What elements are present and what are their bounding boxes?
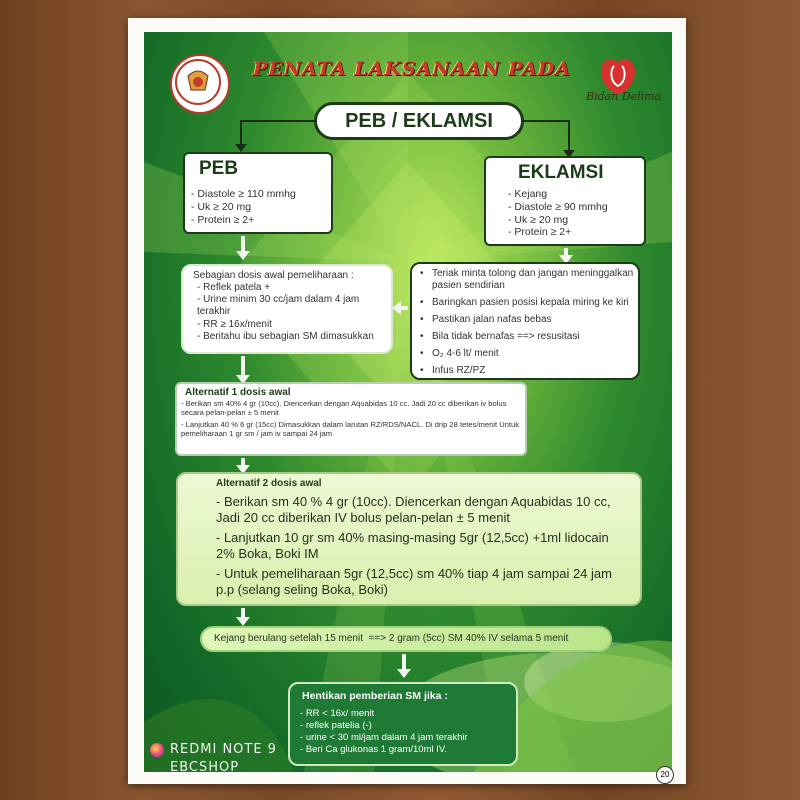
list-item: - Untuk pemeliharaan 5gr (12,5cc) sm 40% tiap 4 jam sampai 24 jam p.p (selang seling Boka, Boki): [216, 566, 626, 599]
list-item: • Bila tidak bernafas ==> resusitasi: [420, 331, 636, 343]
list-item: • Pastikan jalan nafas bebas: [420, 314, 636, 326]
alternative-2-box: [176, 472, 642, 606]
peb-heading: PEB: [199, 158, 239, 179]
peb-box: [183, 152, 333, 234]
list-item: - Reflek patela +: [197, 282, 387, 294]
connector-line: [240, 121, 242, 145]
alternative-1-heading: Alternatif 1 dosis awal: [185, 387, 291, 398]
repeat-seizure-text: Kejang berulang setelah 15 menit ==> 2 gram (5cc) SM 40% IV selama 5 menit: [214, 633, 569, 644]
list-item: - reflek patelia (-): [300, 720, 514, 732]
camera-ai-icon: [150, 743, 164, 757]
repeat-seizure-banner: [200, 626, 612, 652]
watermark-device: REDMI NOTE 9: [170, 742, 277, 757]
connector-line: [241, 236, 245, 252]
list-item: - Urine minim 30 cc/jam dalam 4 jam terakhir: [197, 294, 387, 318]
list-item: - Berikan sm 40% 4 gr (10cc). Diencerkan dengan Aquabidas 10 cc. Jadi 20 cc diberikan iv bolus secara pelan-pelan ± 5 menit: [181, 399, 521, 418]
list-item: • Baringkan pasien posisi kepala miring ke kiri: [420, 297, 636, 309]
stop-criteria-heading: Hentikan pemberian SM jika :: [302, 690, 448, 702]
eklamsi-box: [484, 156, 646, 246]
connector-line: [241, 356, 245, 376]
list-item: - Berikan sm 40 % 4 gr (10cc). Diencerkan dengan Aquabidas 10 cc, Jadi 20 cc diberikan IV bolus pelan-pelan ± 5 menit: [216, 494, 626, 527]
arrow-down-icon: [397, 669, 411, 678]
list-item: - Uk ≥ 20 mg: [191, 201, 296, 214]
emergency-steps-list: [420, 268, 636, 377]
connector-line: [402, 654, 406, 670]
list-item: - Kejang: [508, 188, 608, 201]
list-item: • Teriak minta tolong dan jangan meninggalkan pasien sendirian: [420, 268, 636, 292]
maintenance-list: [197, 282, 387, 343]
list-item: - Protein ≥ 2+: [508, 226, 608, 239]
connector-line: [522, 120, 570, 122]
arrow-down-icon: [236, 617, 250, 626]
eklamsi-heading: EKLAMSI: [518, 162, 604, 183]
list-item: • Infus RZ/PZ: [420, 365, 636, 377]
list-item: - Beri Ca glukonas 1 gram/10ml IV.: [300, 744, 514, 756]
peb-criteria-list: [191, 188, 296, 227]
list-item: • O₂ 4-6 lt/ menit: [420, 348, 636, 360]
brand-name: Bidan Delima: [586, 90, 662, 103]
list-item: - Protein ≥ 2+: [191, 214, 296, 227]
list-item: - Diastole ≥ 90 mmhg: [508, 201, 608, 214]
poster-title: PENATA LAKSANAAN PADA: [252, 58, 572, 80]
alternative-2-list: [216, 494, 626, 598]
connector-line: [240, 120, 316, 122]
page-number: 20: [656, 766, 674, 784]
connector-line: [568, 121, 570, 151]
eklamsi-criteria-list: [508, 188, 608, 239]
midwife-association-logo: [170, 54, 230, 114]
arrow-down-icon: [236, 251, 250, 260]
watermark-shop: EBCSHOP: [170, 760, 240, 775]
alternative-2-heading: Alternatif 2 dosis awal: [216, 478, 322, 489]
subtitle-pill: PEB / EKLAMSI: [314, 102, 524, 140]
list-item: - RR < 16x/ menit: [300, 708, 514, 720]
list-item: - Lanjutkan 10 gr sm 40% masing-masing 5gr (12,5cc) +1ml lidocain 2% Boka, Boki IM: [216, 530, 626, 563]
alternative-1-box: [175, 382, 527, 456]
maintenance-intro: Sebagian dosis awal pemeliharaan :: [193, 270, 354, 281]
list-item: - RR ≥ 16x/menit: [197, 319, 387, 331]
list-item: - Lanjutkan 40 % 6 gr (15cc) Dimasukkan dalam larutan RZ/RDS/NACL. Di drip 28 tetes/menit Untuk pemeliharaan 1 gr sm / jam iv sampai 24 jam: [181, 420, 521, 439]
alternative-1-list: [181, 399, 521, 438]
list-item: - Beritahu ibu sebagian SM dimasukkan: [197, 331, 387, 343]
arrow-left-icon: [392, 301, 401, 315]
list-item: - urine < 30 ml/jam dalam 4 jam terakhir: [300, 732, 514, 744]
list-item: - Diastole ≥ 110 mmhg: [191, 188, 296, 201]
maintenance-box: [181, 264, 393, 354]
list-item: - Uk ≥ 20 mg: [508, 214, 608, 227]
emergency-steps-box: [410, 262, 640, 380]
arrow-to-peb: [235, 144, 247, 152]
